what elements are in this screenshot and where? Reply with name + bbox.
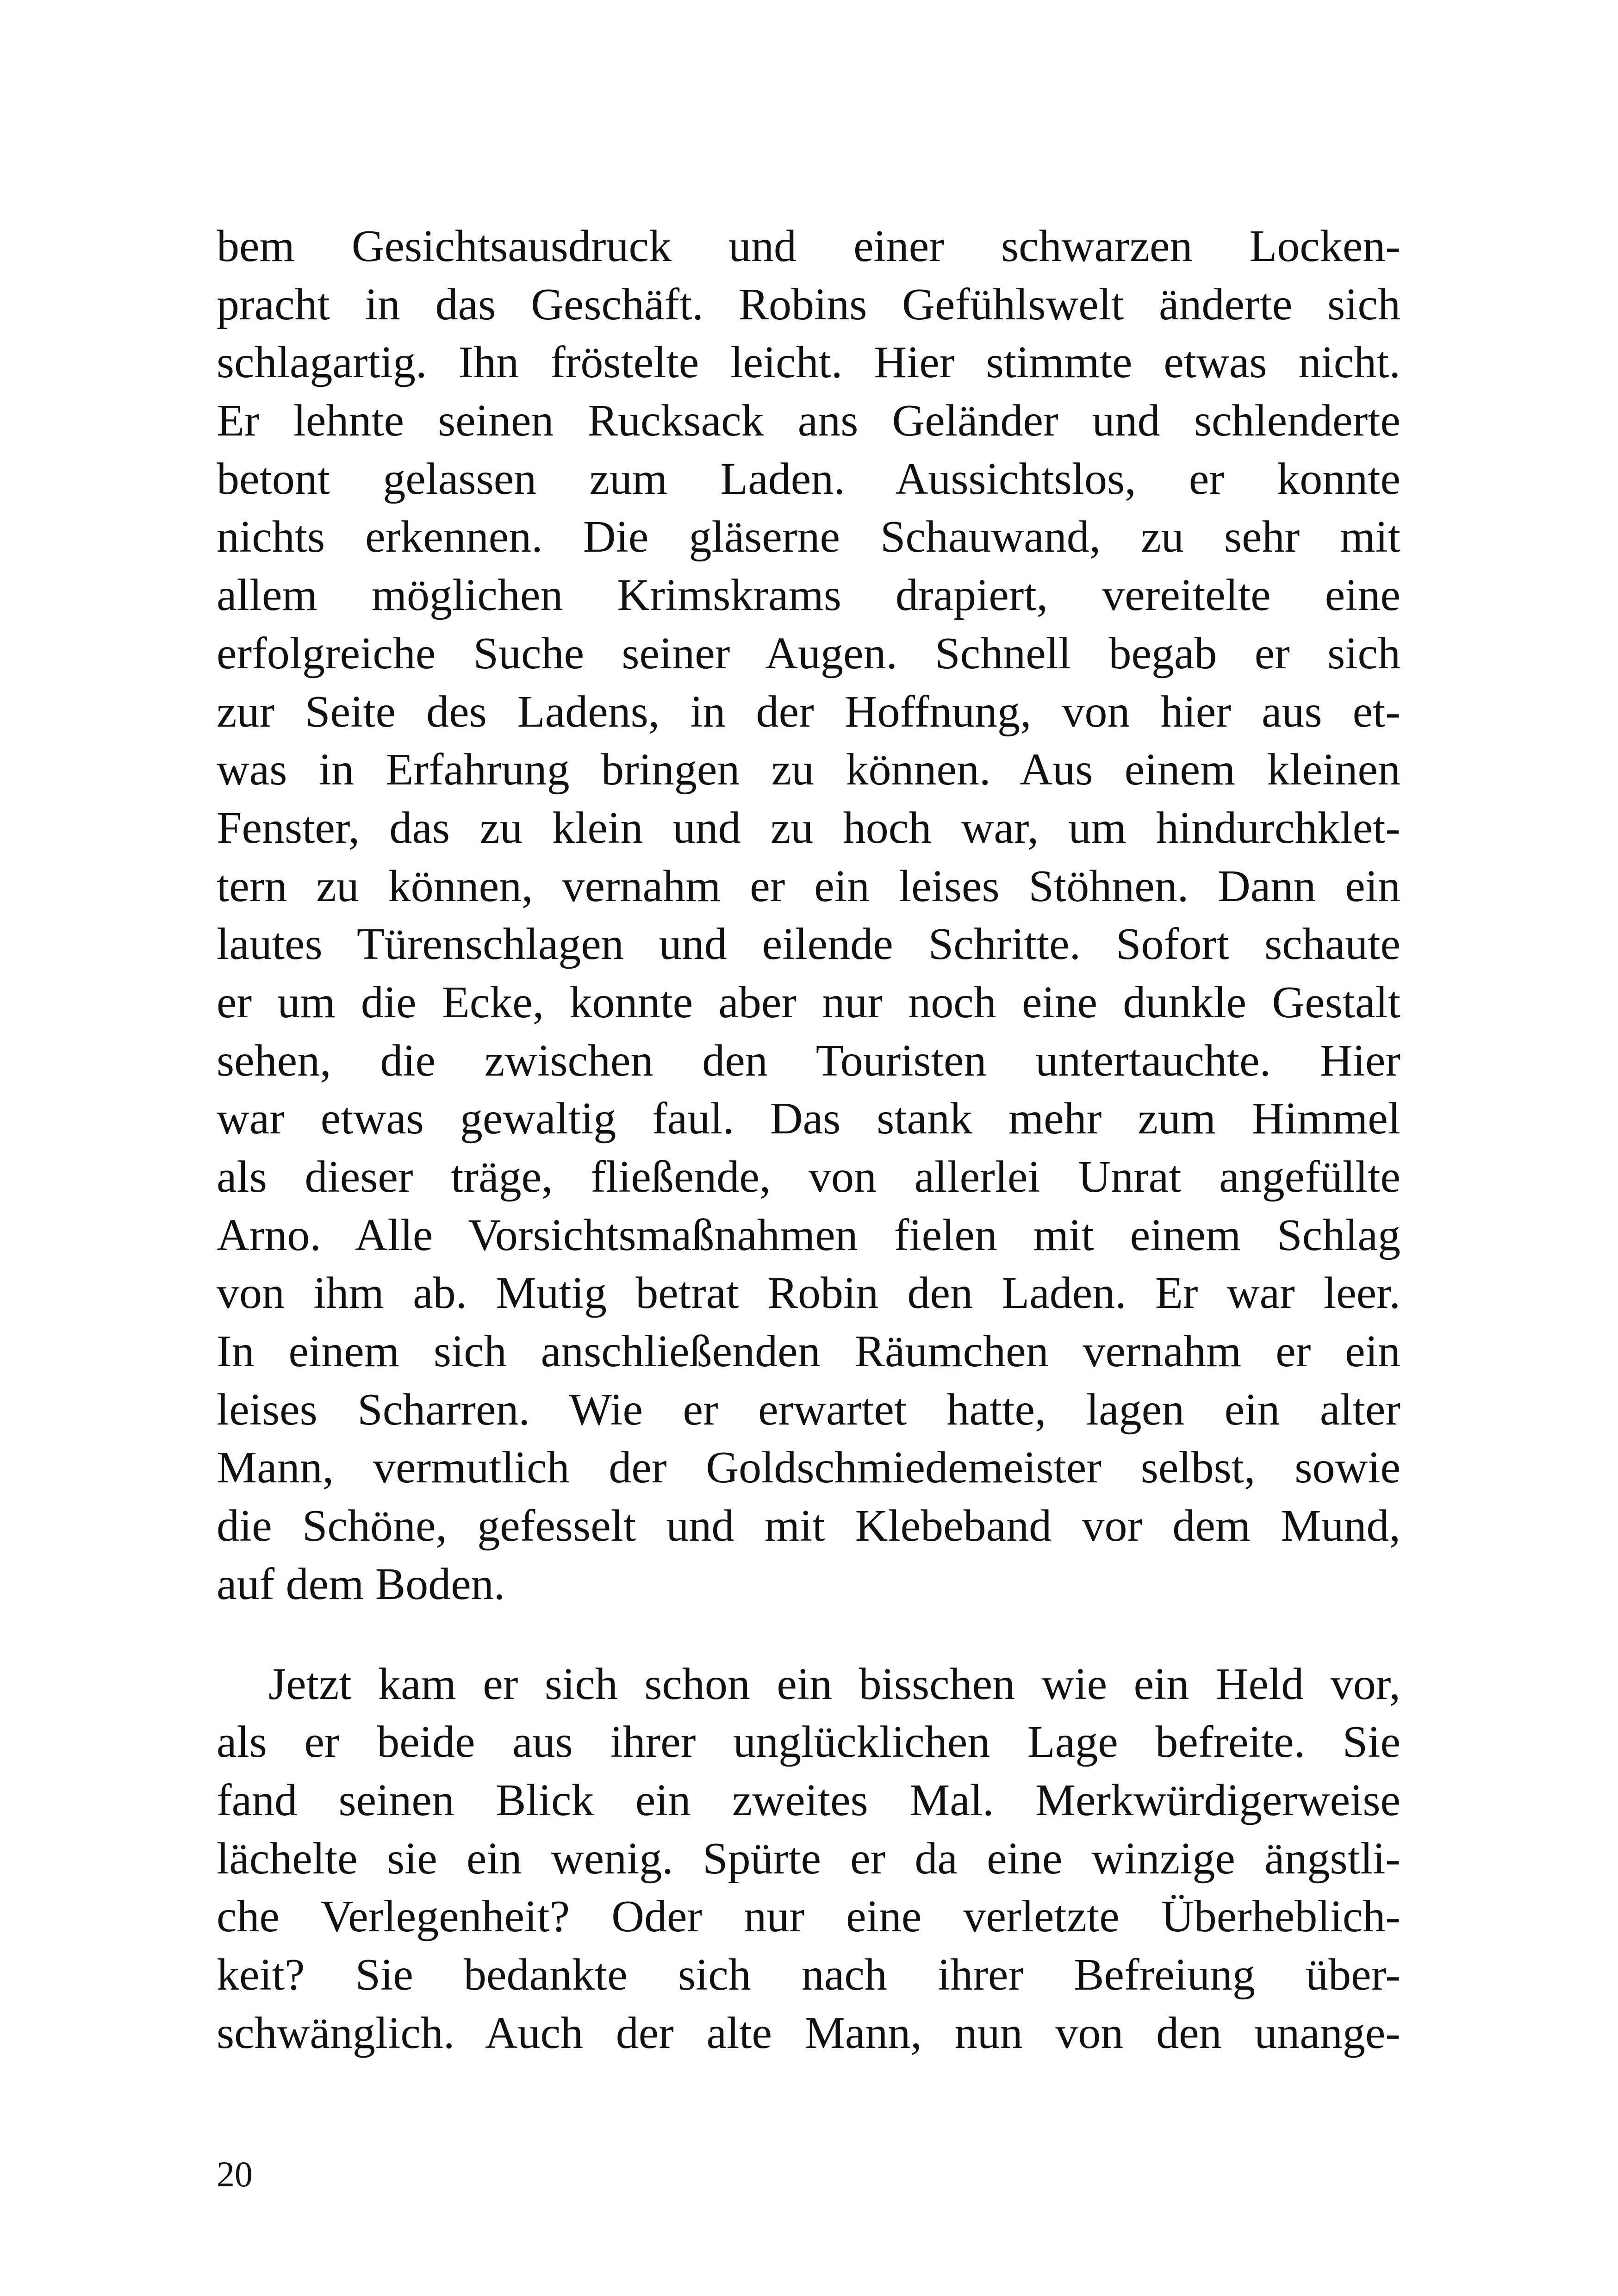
paragraph-gap	[217, 1614, 1400, 1655]
text-line: pracht in das Geschäft. Robins Gefühlswelt änderte sich	[217, 279, 1400, 330]
text-line: che Verlegenheit? Oder nur eine verletzte Überheblich-	[217, 1892, 1400, 1942]
body-text	[217, 218, 1400, 2062]
text-line: als er beide aus ihrer unglücklichen Lage befreite. Sie	[217, 1717, 1400, 1767]
text-line: tern zu können, vernahm er ein leises Stöhnen. Dann ein	[217, 861, 1400, 911]
text-line: die Schöne, gefesselt und mit Klebeband vor dem Mund,	[217, 1501, 1400, 1551]
text-line: Jetzt kam er sich schon ein bisschen wie ein Held vor,	[268, 1659, 1400, 1709]
text-line: als dieser träge, fließende, von allerlei Unrat angefüllte	[217, 1152, 1400, 1202]
paragraph-2	[217, 1655, 1400, 2063]
text-line: erfolgreiche Suche seiner Augen. Schnell begab er sich	[217, 628, 1400, 678]
page-number: 20	[217, 2154, 253, 2194]
text-line: fand seinen Blick ein zweites Mal. Merkwürdigerweise	[217, 1775, 1400, 1825]
text-line: lautes Türenschlagen und eilende Schritte. Sofort schaute	[217, 919, 1400, 970]
text-line: schwänglich. Auch der alte Mann, nun von den unange-	[217, 2008, 1400, 2058]
text-line: leises Scharren. Wie er erwartet hatte, lagen ein alter	[217, 1384, 1400, 1435]
text-line: auf dem Boden.	[217, 1559, 505, 1609]
paragraph-1	[217, 218, 1400, 1614]
text-line: bem Gesichtsausdruck und einer schwarzen Locken-	[217, 221, 1400, 271]
text-line: nichts erkennen. Die gläserne Schauwand, zu sehr mit	[217, 512, 1400, 562]
text-line: In einem sich anschließenden Räumchen vernahm er ein	[217, 1326, 1400, 1377]
text-line: betont gelassen zum Laden. Aussichtslos, er konnte	[217, 454, 1400, 504]
text-line: von ihm ab. Mutig betrat Robin den Laden. Er war leer.	[217, 1268, 1400, 1319]
text-line: war etwas gewaltig faul. Das stank mehr zum Himmel	[217, 1094, 1400, 1144]
text-line: keit? Sie bedankte sich nach ihrer Befreiung über-	[217, 1949, 1400, 2000]
text-line: was in Erfahrung bringen zu können. Aus einem kleinen	[217, 745, 1400, 795]
text-line: sehen, die zwischen den Touristen untertauchte. Hier	[217, 1035, 1400, 1086]
text-line: schlagartig. Ihn fröstelte leicht. Hier stimmte etwas nicht.	[217, 337, 1400, 388]
text-line: allem möglichen Krimskrams drapiert, vereitelte eine	[217, 570, 1400, 621]
text-line: zur Seite des Ladens, in der Hoffnung, von hier aus et-	[217, 686, 1400, 737]
text-line: lächelte sie ein wenig. Spürte er da eine winzige ängstli-	[217, 1833, 1400, 1884]
text-line: Arno. Alle Vorsichtsmaßnahmen fielen mit einem Schlag	[217, 1210, 1400, 1260]
text-line: Fenster, das zu klein und zu hoch war, um hindurchklet-	[217, 803, 1400, 853]
text-line: Er lehnte seinen Rucksack ans Geländer und schlenderte	[217, 396, 1400, 446]
text-line: Mann, vermutlich der Goldschmiedemeister selbst, sowie	[217, 1443, 1400, 1493]
text-line: er um die Ecke, konnte aber nur noch eine dunkle Gestalt	[217, 977, 1400, 1027]
